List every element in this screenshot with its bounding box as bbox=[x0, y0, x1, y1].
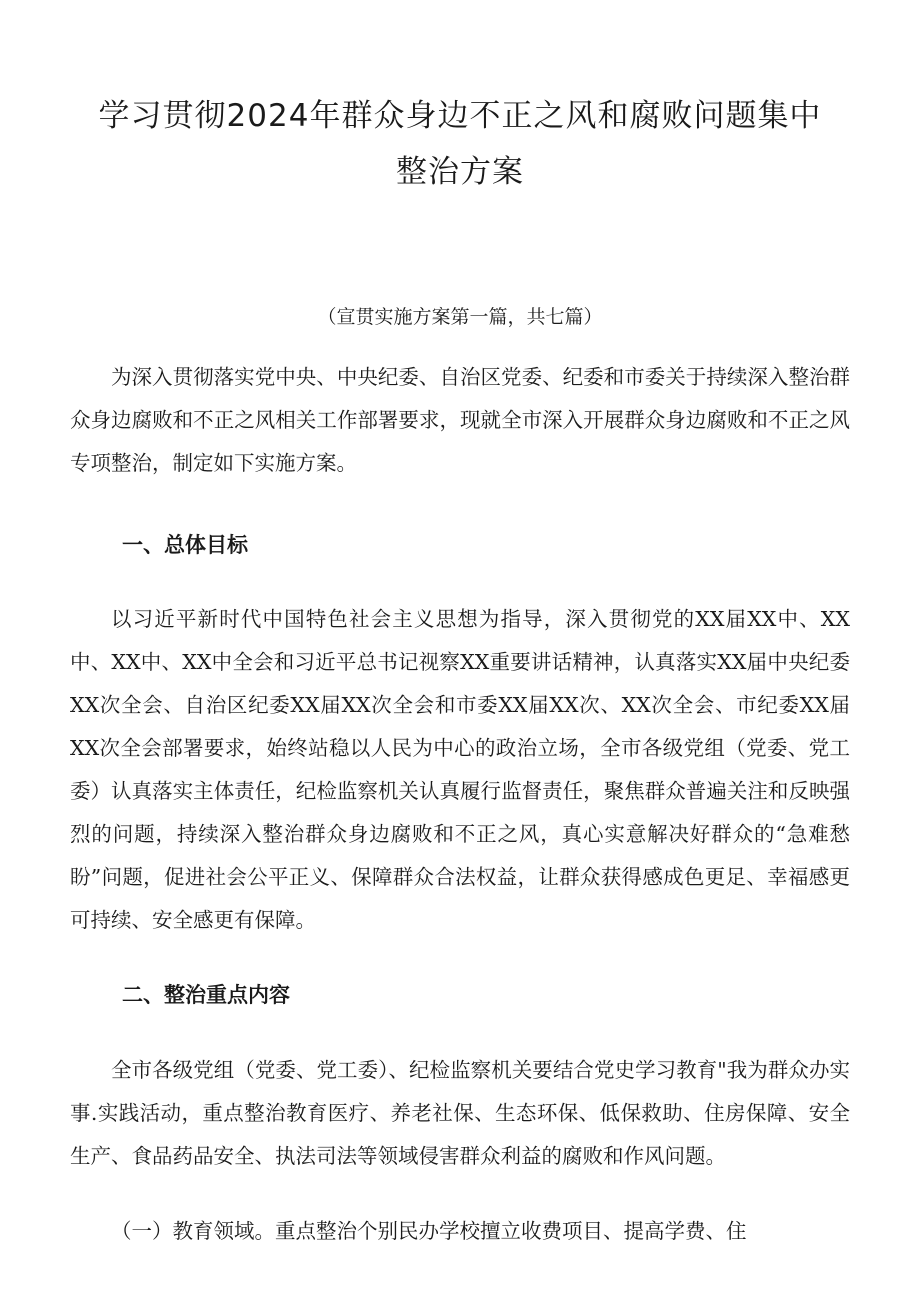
section-heading-overall-goal: 一、总体目标 bbox=[122, 533, 248, 557]
section2-paragraph: 全市各级党组（党委、党工委）、纪检监察机关要结合党史学习教育"我为群众办实事.实践活动，重点整治教育医疗、养老社保、生态环保、低保救助、住房保障、安全生产、食品药品安全、执法司法等领域侵害群众利益的腐败和作风问题。 bbox=[70, 1058, 850, 1168]
section-heading-key-content: 二、整治重点内容 bbox=[122, 983, 290, 1007]
item-education-paragraph: （一）教育领域。重点整治个别民办学校擅立收费项目、提高学费、住 bbox=[111, 1219, 747, 1243]
intro-paragraph: 为深入贯彻落实党中央、中央纪委、自治区党委、纪委和市委关于持续深入整治群众身边腐败和不正之风相关工作部署要求，现就全市深入开展群众身边腐败和不正之风专项整治，制定如下实施方案。 bbox=[70, 365, 850, 475]
title-line-2: 整治方案 bbox=[396, 154, 524, 190]
section1-paragraph: 以习近平新时代中国特色社会主义思想为指导，深入贯彻党的XX届XX中、XX中、XX中、XX中全会和习近平总书记视察XX重要讲话精神，认真落实XX届中央纪委XX次全会、自治区纪委XX届XX次全会和市委XX届XX次、XX次全会、市纪委XX届XX次全会部署要求，始终站稳以人民为中心的政治立场，全市各级党组（党委、党工委）认真落实主体责任，纪检监察机关认真履行监督责任，聚焦群众普遍关注和反映强烈的问题，持续深入整治群众身边腐败和不正之风，真心实意解决好群众的“急难愁盼”问题，促进社会公平正义、保障群众合法权益，让群众获得感成色更足、幸福感更可持续、安全感更有保障。 bbox=[70, 607, 850, 932]
title-line-1: 学习贯彻2024年群众身边不正之风和腐败问题集中 bbox=[98, 98, 822, 134]
document-subtitle: （宣贯实施方案第一篇，共七篇） bbox=[317, 306, 603, 328]
document-title bbox=[70, 88, 850, 200]
